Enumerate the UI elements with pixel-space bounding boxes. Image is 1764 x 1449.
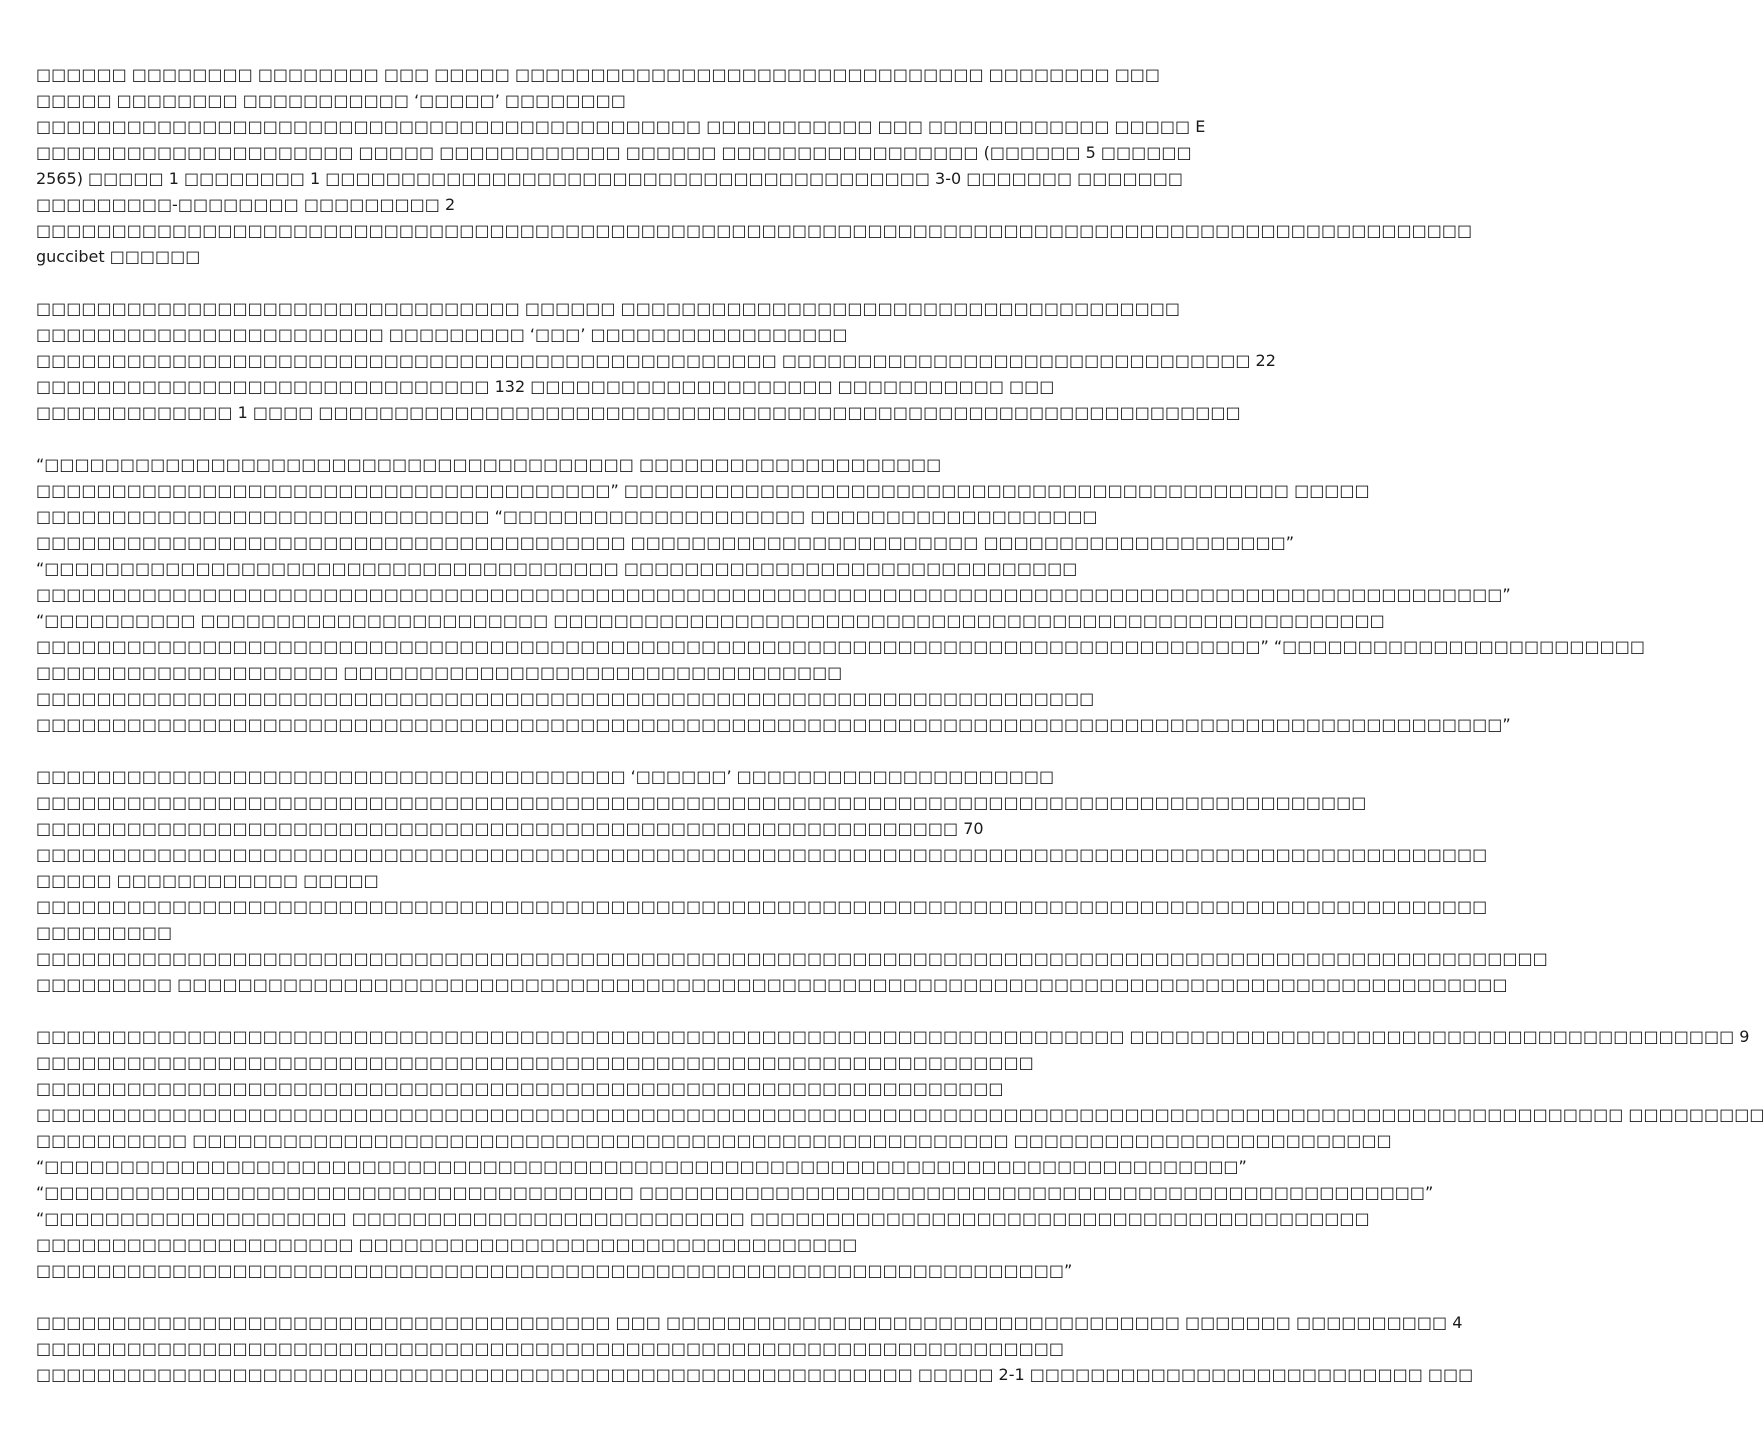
text-line: □□□□□□ □□□□□□□□ □□□□□□□□ □□□ □□□□□ □□□□□□□□□□□□□□□□□□□□□□□□□□□□□□□ □□□□□□□□ □□□	[36, 65, 1161, 84]
text-line: □□□□□□□□□□□□□□□□□□□□□□□□□□□□□□□□□□□□□□□□□□□□□□□□□□□□□□□□□□□□□□□□□□□□□□	[36, 689, 1095, 708]
text-line: □□□□□□□□□□□□□□□□□□□□□□□□□□□□□□□□□□□□□□□□□□□□□□□□□□□□□□□□□□□□□□□□□□	[36, 1053, 1034, 1072]
text-line: □□□□□□□□□□□□□□□□□□□□□□□□□□□□□□□□□□□□□□□□□□□□ □□□□□□□□□□□ □□□ □□□□□□□□□□□□ □□□□□ E	[36, 117, 1206, 136]
text-line: “□□□□□□□□□□□□□□□□□□□□□□□□□□□□□□□□□□□□□□□□□□□□□□□□□□□□□□□□□□□□□□□□□□□□□□□□□□□□□□□”	[36, 1157, 1247, 1176]
paragraph	[36, 62, 1473, 270]
text-line: 2565) □□□□□ 1 □□□□□□□□ 1 □□□□□□□□□□□□□□□□□□□□□□□□□□□□□□□□□□□□□□□□ 3-0 □□□□□□□ □□□□□□□	[36, 169, 1183, 188]
text-line: □□□□□□□□□□□□□□□□□□□□□□□□□□□□□□□□□□□□□□□□□□□□□□□□□□□□□□□□□□□□□□□□□□□□□□□□□□□□□□□□□□□□□□□□□□□□□□□□	[36, 845, 1488, 864]
text-line: □□□□□□□□□□□□□□□□□□□□□□□□□□□□□□□□□□□□□□□□□□□□□□□□□□□□□□□□□□□□□□□□□□□□□□□□□□□□□□□□□□□□□□□□□□□□□□□□□□□□	[36, 949, 1548, 968]
text-line: □□□□□□□□□□□□□□□□□□□□□ □□□□□ □□□□□□□□□□□□ □□□□□□ □□□□□□□□□□□□□□□□□ (□□□□□□ 5 □□□□□□	[36, 143, 1192, 162]
text-line: □□□□□□□□□□□□□□□□□□□□□□□□□□□□□□□□□□□□□□□□□□□□□□□□□□□□□□□□□□□□□□□□	[36, 1079, 1004, 1098]
text-line: □□□□□□□□□□□□□□□□□□□□□□□□□□□□□□□□□□□□□□□□□□□□□□□□□□□□□□□□□□□□□□□□□□□□”	[36, 1261, 1073, 1280]
text-line: □□□□□ □□□□□□□□ □□□□□□□□□□□ ‘□□□□□’ □□□□□□□□	[36, 91, 626, 110]
text-line: □□□□□□□□□□□□□□□□□□□□□□□□□□□□□□□□□□□□□□□□□□□□□□□□□ □□□□□□□□□□□□□□□□□□□□□□□□□□□□□□□ 22	[36, 351, 1276, 370]
text-line: □□□□□□□□□□□□□□□□□□□□□□□□□□□□□□□□ □□□□□□ □□□□□□□□□□□□□□□□□□□□□□□□□□□□□□□□□□□□□	[36, 299, 1180, 318]
paragraph	[36, 764, 1548, 998]
text-line: □□□□□□□□□□ □□□□□□□□□□□□□□□□□□□□□□□□□□□□□□□□□□□□□□□□□□□□□□□□□□□□□□ □□□□□□□□□□□□□□□□□□□□□□□□□	[36, 1131, 1392, 1150]
text-line: □□□□□□□□□□□□□□□□□□□□□□□□□□□□□□□□□□□□□□□□□□□□□□□□□□□□□□□□□□□□□□□□□□□□□□□□□□□□□□□□□” “□□□□□□□□□□□□□□□□□□□□□□□□	[36, 637, 1645, 656]
text-line: □□□□□□□□□□□□□□□□□□□□□□□□□□□□□□□□□□□□□□□□□□□□□□□□□□□□□□□□□□□□□□□□□□□□□□□□ □□□□□□□□□□□□□□□□□□□□□□□□□□□□□□□□□□□□□□□□ 9	[36, 1027, 1750, 1046]
text-line: “□□□□□□□□□□□□□□□□□□□□□□□□□□□□□□□□□□□□□□□ □□□□□□□□□□□□□□□□□□□□	[36, 455, 942, 474]
text-line: □□□□□□□□□-□□□□□□□□ □□□□□□□□□ 2	[36, 195, 456, 214]
text-line: □□□□□□□□□ □□□□□□□□□□□□□□□□□□□□□□□□□□□□□□□□□□□□□□□□□□□□□□□□□□□□□□□□□□□□□□□□□□□□□□□□□□□□□□□□□□□□□□□□	[36, 975, 1508, 994]
text-line: □□□□□□□□□□□□□□□□□□□□□□□□□□□□□□□□□□□□□□□□□□□□□□□□□□□□□□□□□□□□□□□□□□□□□□□□□□□□□□□□□□□□□□□□	[36, 793, 1367, 812]
text-line: □□□□□□□□□□□□□□□□□□□□□□□ □□□□□□□□□ ‘□□□’ □□□□□□□□□□□□□□□□□	[36, 325, 848, 344]
text-line: □□□□□□□□□□□□□□□□□□□□□□□□□□□□□□ “□□□□□□□□□□□□□□□□□□□□ □□□□□□□□□□□□□□□□□□□	[36, 507, 1098, 526]
text-line: □□□□□□□□□□□□□□□□□□□□□□□□□□□□□□□□□□□□□□□□□□□□□□□□□□□□□□□□□□□□□□□□□□□□□□□□□□□□□□□□□□□□□□□□□□□□□□□□	[36, 897, 1488, 916]
text-line: □□□□□□□□□□□□□□□□□□□□□□□□□□□□□□□□□□□□□□□ ‘□□□□□□’ □□□□□□□□□□□□□□□□□□□□□	[36, 767, 1055, 786]
paragraph	[36, 1024, 1764, 1284]
text-line: □□□□□□□□□□□□□□□□□□□□ □□□□□□□□□□□□□□□□□□□□□□□□□□□□□□□□□	[36, 663, 843, 682]
text-line: □□□□□□□□□□□□□□□□□□□□□□□□□□□□□□□□□□□□□□□□□□□□□□□□□□□□□□□□□□□□□□□□□□□□□□□□□□□□□□□□□□□□□□□□□□□□□□□□□”	[36, 585, 1511, 604]
text-line: □□□□□□□□□□□□□ 1 □□□□ □□□□□□□□□□□□□□□□□□□□□□□□□□□□□□□□□□□□□□□□□□□□□□□□□□□□□□□□□□□□□	[36, 403, 1241, 422]
text-line: □□□□□□□□□□□□□□□□□□□□□□□□□□□□□□ 132 □□□□□□□□□□□□□□□□□□□□ □□□□□□□□□□□ □□□	[36, 377, 1055, 396]
text-line: “□□□□□□□□□□□□□□□□□□□□□□□□□□□□□□□□□□□□□□ □□□□□□□□□□□□□□□□□□□□□□□□□□□□□□	[36, 559, 1078, 578]
text-line: □□□□□□□□□□□□□□□□□□□□□□□□□□□□□□□□□□□□□□□□□□□□□□□□□□□□□□□□□□□□□□□□□□□□□□□□□□□□□□□□□□□□□□□□□□□□□□□□□”	[36, 715, 1511, 734]
text-line: □□□□□□□□□□□□□□□□□□□□□ □□□□□□□□□□□□□□□□□□□□□□□□□□□□□□□□□	[36, 1235, 858, 1254]
text-line: guccibet □□□□□□	[36, 247, 201, 266]
text-line: □□□□□□□□□□□□□□□□□□□□□□□□□□□□□□□□□□□□□□” □□□□□□□□□□□□□□□□□□□□□□□□□□□□□□□□□□□□□□□□□□□□ □□□□□	[36, 481, 1370, 500]
text-line: □□□□□□□□□□□□□□□□□□□□□□□□□□□□□□□□□□□□□□□□□□□□□□□□□□□□□□□□□□□□□ 70	[36, 819, 984, 838]
text-line: “□□□□□□□□□□□□□□□□□□□□□□□□□□□□□□□□□□□□□□□ □□□□□□□□□□□□□□□□□□□□□□□□□□□□□□□□□□□□□□□□□□□□□□□□□□□□”	[36, 1183, 1434, 1202]
text-line: □□□□□ □□□□□□□□□□□□ □□□□□	[36, 871, 379, 890]
text-line: □□□□□□□□□□□□□□□□□□□□□□□□□□□□□□□□□□□□□□□□□□□□□□□□□□□□□□□□□□□□□□□□□□□□□□□□□□□□□□□□□□□□□□□□□□□□□□□	[36, 221, 1473, 240]
text-line: □□□□□□□□□□□□□□□□□□□□□□□□□□□□□□□□□□□□□□□□□□□□□□□□□□□□□□□□□□□□□□□□□□□□	[36, 1339, 1064, 1358]
text-line: “□□□□□□□□□□ □□□□□□□□□□□□□□□□□□□□□□□ □□□□□□□□□□□□□□□□□□□□□□□□□□□□□□□□□□□□□□□□□□□□□□□□□□□□□□□	[36, 611, 1385, 630]
text-line: □□□□□□□□□□□□□□□□□□□□□□□□□□□□□□□□□□□□□□□ □□□□□□□□□□□□□□□□□□□□□□□ □□□□□□□□□□□□□□□□□□□□”	[36, 533, 1295, 552]
text-line: □□□□□□□□□□□□□□□□□□□□□□□□□□□□□□□□□□□□□□ □□□ □□□□□□□□□□□□□□□□□□□□□□□□□□□□□□□□□□ □□□□□□□ □□□□□□□□□□ 4	[36, 1313, 1463, 1332]
text-line: □□□□□□□□□□□□□□□□□□□□□□□□□□□□□□□□□□□□□□□□□□□□□□□□□□□□□□□□□□ □□□□□ 2-1 □□□□□□□□□□□□□□□□□□□□□□□□□□ □□□	[36, 1365, 1474, 1384]
text-line: “□□□□□□□□□□□□□□□□□□□□ □□□□□□□□□□□□□□□□□□□□□□□□□□ □□□□□□□□□□□□□□□□□□□□□□□□□□□□□□□□□□□□□□□□□	[36, 1209, 1370, 1228]
paragraph	[36, 452, 1645, 738]
text-line: □□□□□□□□□	[36, 923, 173, 942]
paragraph	[36, 296, 1276, 426]
paragraph	[36, 1310, 1474, 1388]
text-line: □□□□□□□□□□□□□□□□□□□□□□□□□□□□□□□□□□□□□□□□□□□□□□□□□□□□□□□□□□□□□□□□□□□□□□□□□□□□□□□□□□□□□□□□□□□□□□□□□□□□□□□□□ □□□□□□□□□	[36, 1105, 1764, 1124]
